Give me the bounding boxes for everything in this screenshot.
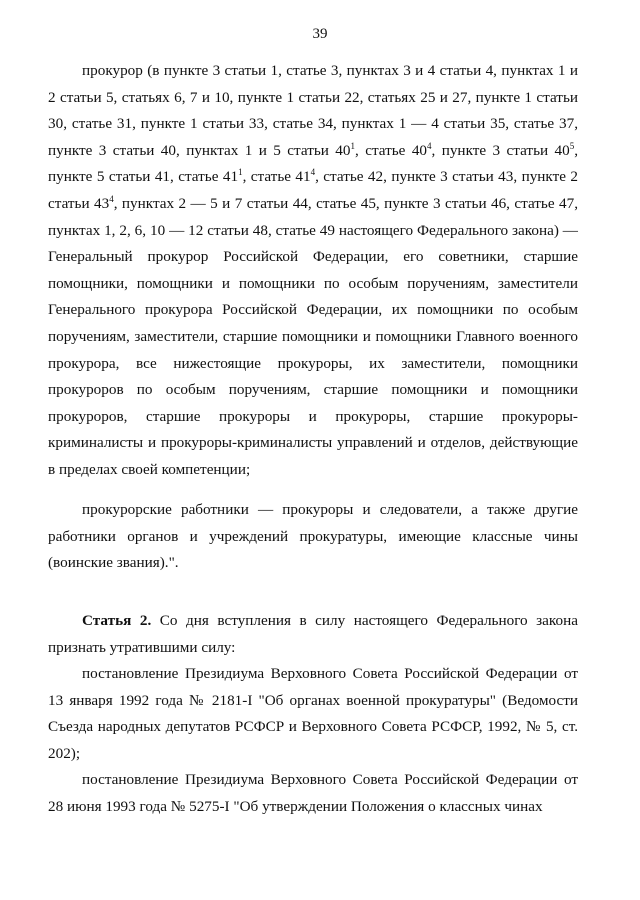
page-number: 39: [312, 26, 328, 42]
text-run: , статье 40: [355, 141, 428, 159]
text-run: , пунктах 2 — 5 и 7 статьи 44, статье 45, пункте 3 статьи 46, статье 47, пунктах 1, 2, 6, 10 — 12 статьи 48, статье 49 настоящего Федерального закона) — Генеральный прокурор Российской Федерации, его советники, старшие помощники, помощники и помощники по особым поручениям, заместители Генерального прокурора Российской Федерации, их помощники по особым поручениям, заместители, старшие помощники и помощники Главного военного прокурора, все нижестоящие прокуроры, их заместители, помощники прокуроров по особым поручениям, старшие помощники и помощники прокуроров, старшие прокуроры и прокуроры, старшие прокуроры-криминалисты и прокуроры-криминалисты управлений и отделов, действующие в пределах своей компетенции;: [48, 194, 579, 478]
text-run: , статье 41: [242, 168, 311, 186]
superscript: 1: [350, 140, 355, 151]
paragraph-prosecutor-definition: [48, 58, 578, 484]
text-run: Со дня вступления в силу настоящего Федерального закона признать утратившими силу:: [48, 612, 578, 656]
superscript: 1: [238, 167, 243, 178]
text-run: , пункте 3 статьи 40: [431, 141, 570, 159]
article-label: Статья 2.: [82, 612, 152, 629]
paragraph-resolution-1993: [48, 767, 578, 820]
text-run: постановление Президиума Верховного Совета Российской Федерации от 28 июня 1993 года № 5275-I "Об утверждении Положения о классных чинах: [48, 771, 578, 815]
paragraph-article-2: [48, 608, 578, 661]
text-run: постановление Президиума Верховного Совета Российской Федерации от 13 января 1992 года № 2181-I "Об органах военной прокуратуры" (Ведомости Съезда народных депутатов РСФСР и Верховного Совета РСФСР, 1992, № 5, ст. 202);: [48, 665, 578, 762]
text-run: , пункте 5 статьи 41, статье 41: [48, 141, 579, 186]
text-run: прокурорские работники — прокуроры и следователи, а также другие работники органов и учреждений прокуратуры, имеющие классные чины (воинские звания).".: [48, 501, 578, 572]
text-run: прокурор (в пункте 3 статьи 1, статье 3, пунктах 3 и 4 статьи 4, пунктах 1 и 2 статьи 5, статьях 6, 7 и 10, пункте 1 статьи 22, статьях 25 и 27, пункте 1 статьи 30, статье 31, пункте 1 статьи 33, статье 34, пунктах 1 — 4 статьи 35, статье 37, пункте 3 статьи 40, пунктах 1 и 5 статьи 40: [48, 62, 578, 159]
text-run: , статье 42, пункте 3 статьи 43, пункте 2 статьи 43: [48, 168, 578, 212]
superscript: 4: [109, 193, 114, 204]
superscript: 5: [569, 140, 575, 151]
superscript: 4: [427, 140, 432, 151]
paragraph-resolution-1992: [48, 661, 578, 767]
paragraph-prosecutorial-workers: [48, 497, 578, 577]
superscript: 4: [310, 167, 316, 178]
